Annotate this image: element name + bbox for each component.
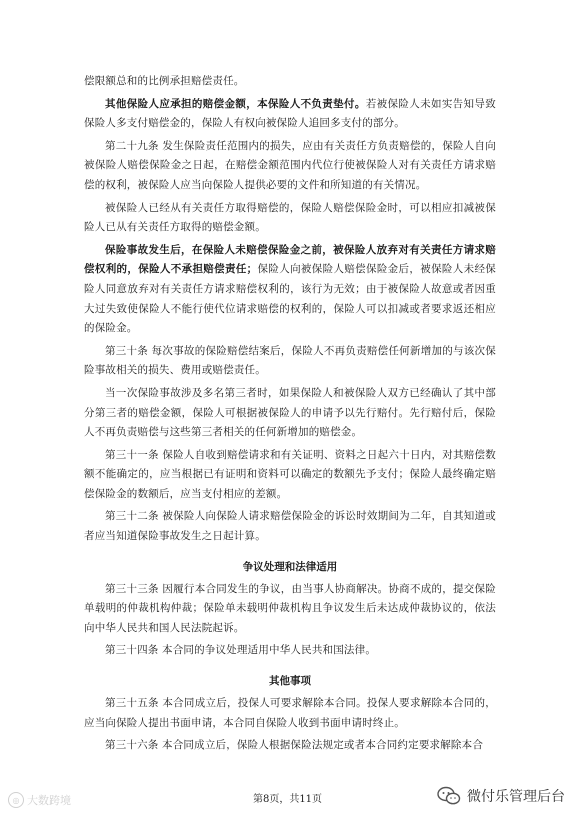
paragraph [84, 72, 496, 92]
text-run: 保险人向被保险人赔偿保险金后，被保险人未经保险人同意放弃对有关责任方请求赔偿权利的，该行为无效；由于被保险人故意或者因重大过失致使保险人不能行使代位请求赔偿的权利的，保险人可以扣减或者要求返还相应的保险金。 [84, 263, 496, 335]
paragraph [84, 241, 496, 339]
text-run: 当一次保险事故涉及多名第三者时，如果保险人和被保险人双方已经确认了其中部分第三者的赔偿金额，保险人可根据被保险人的申请予以先行赔付。先行赔付后，保险人不再负责赔偿与这些第三者相关的任何新增加的赔偿金。 [84, 386, 496, 439]
page-content [84, 72, 496, 759]
section-heading-other: 其他事项 [269, 675, 311, 688]
text-run: 第三十二条 被保险人向保险人请求赔偿保险金的诉讼时效期间为二年，自其知道或者应当知道保险事故发生之日起计算。 [84, 510, 496, 543]
paragraph [84, 446, 496, 505]
other-clauses [84, 694, 496, 756]
text-run: 第三十五条 本合同成立后，投保人可要求解除本合同。投保人要求解除本合同的，应当向保险人提出书面申请，本合同自保险人收到书面申请时终止。 [84, 697, 496, 729]
page-footer [0, 790, 575, 810]
text-run: 第三十一条 保险人自收到赔偿请求和有关证明、资料之日起六十日内，对其赔偿数额不能确定的，应当根据已有证明和资料可以确定的数额先予支付；保险人最终确定赔偿保险金的数额后，应当支付相应的差额。 [84, 448, 496, 500]
paragraph [84, 694, 496, 733]
paragraph [84, 199, 496, 238]
section-heading-dispute: 争议处理和法律适用 [242, 560, 338, 573]
circle-logo-icon: ◎ [8, 792, 24, 808]
paragraph [84, 342, 496, 381]
paragraph [84, 95, 496, 134]
watermark-right [437, 786, 565, 806]
paragraph [84, 384, 496, 443]
wechat-icon [437, 786, 461, 806]
paragraph [84, 137, 496, 196]
dispute-clauses [84, 580, 496, 661]
paragraph [84, 641, 496, 661]
text-run: 第二十九条 发生保险责任范围内的损失，应由有关责任方负责赔偿的，保险人自向被保险人赔偿保险金之日起，在赔偿金额范围内代位行使被保险人对有关责任方请求赔偿的权利，被保险人应当向保险人提供必要的文件和所知道的有关情况。 [84, 139, 496, 191]
text-run: 第三十四条 本合同的争议处理适用中华人民共和国法律。 [105, 644, 377, 657]
text-run: 第三十三条 因履行本合同发生的争议，由当事人协商解决。协商不成的，提交保险单载明的仲裁机构仲裁；保险单未载明仲裁机构且争议发生后未达成仲裁协议的，依法向中华人民共和国人民法院起诉。 [84, 582, 496, 634]
watermark-left-text: 大数跨境 [27, 794, 71, 807]
bold-text: 保险事故发生后，在保险人未赔偿保险金之前，被保险人放弃对有关责任方请求赔偿权利的，保险人不承担赔偿责任； [84, 243, 496, 276]
text-run: 被保险人已经从有关责任方取得赔偿的，保险人赔偿保险金时，可以相应扣减被保险人已从有关责任方取得的赔偿金额。 [84, 201, 496, 234]
bold-text: 其他保险人应承担的赔偿金额，本保险人不负责垫付。 [105, 97, 366, 110]
text-run: 偿限额总和的比例承担赔偿责任。 [84, 75, 245, 87]
paragraph [84, 580, 496, 639]
paragraph [84, 736, 496, 756]
clauses-block [84, 72, 496, 547]
watermark-right-text: 微付乐管理后台 [467, 789, 565, 805]
page-number: 第8页，共11页 [252, 794, 323, 805]
text-run: 若被保险人未如实告知导致保险人多支付赔偿金的，保险人有权向被保险人追回多支付的部分。 [84, 97, 496, 130]
text-run: 第三十六条 本合同成立后，保险人根据保险法规定或者本合同约定要求解除本合 [105, 739, 484, 752]
text-run: 第三十条 每次事故的保险赔偿结案后，保险人不再负责赔偿任何新增加的与该次保险事故相关的损失、费用或赔偿责任。 [84, 344, 496, 377]
paragraph [84, 507, 496, 546]
